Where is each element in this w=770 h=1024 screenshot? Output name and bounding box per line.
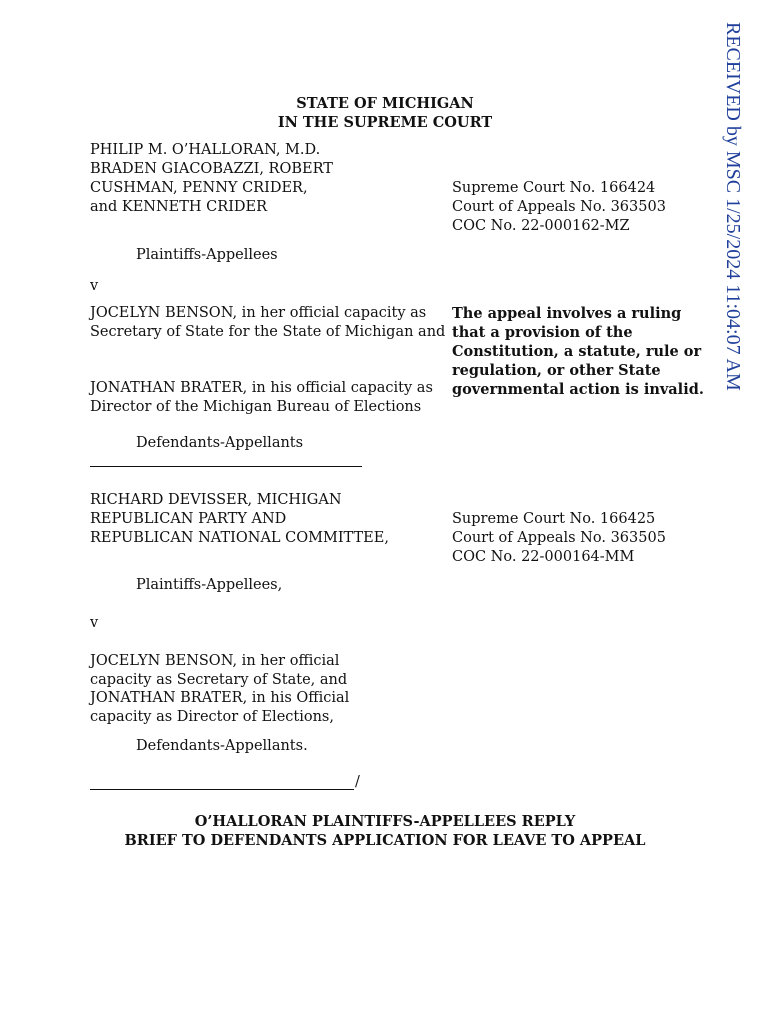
case1-separator-rule (90, 466, 362, 467)
case2-defendants-line-2: capacity as Secretary of State, and (90, 672, 348, 688)
case1-defendant1-line-2: Secretary of State for the State of Michigan and (90, 324, 446, 340)
case2-plaintiffs-role: Plaintiffs-Appellees, (136, 577, 283, 593)
case1-supreme-court-number: Supreme Court No. 166424 (452, 180, 656, 196)
case1-plaintiffs-line-2: BRADEN GIACOBAZZI, ROBERT (90, 161, 333, 177)
invalid-ruling-notice-line-1: The appeal involves a ruling (452, 305, 682, 322)
case1-defendant1-line-1: JOCELYN BENSON, in her official capacity as (90, 305, 427, 321)
received-stamp-text: RECEIVED by MSC 1/25/2024 11:04:07 AM (722, 22, 744, 391)
case2-court-of-appeals-number: Court of Appeals No. 363505 (452, 530, 666, 546)
case1-plaintiffs-role: Plaintiffs-Appellees (136, 247, 278, 263)
case1-defendants-role: Defendants-Appellants (136, 435, 304, 451)
case1-coc-number: COC No. 22-000162-MZ (452, 218, 630, 234)
court-state-heading: STATE OF MICHIGAN (296, 95, 474, 112)
invalid-ruling-notice-line-4: regulation, or other State (452, 362, 661, 379)
case2-plaintiffs-line-1: RICHARD DEVISSER, MICHIGAN (90, 492, 342, 508)
case1-plaintiffs-line-3: CUSHMAN, PENNY CRIDER, (90, 180, 308, 196)
case2-defendants-role: Defendants-Appellants. (136, 738, 308, 754)
invalid-ruling-notice-line-5: governmental action is invalid. (452, 381, 704, 398)
case2-plaintiffs-line-2: REPUBLICAN PARTY AND (90, 511, 287, 527)
invalid-ruling-notice-line-3: Constitution, a statute, rule or (452, 343, 702, 360)
case2-defendants-line-4: capacity as Director of Elections, (90, 709, 334, 725)
case1-defendant2-line-1: JONATHAN BRATER, in his official capacity as (90, 380, 433, 396)
case2-defendants-line-1: JOCELYN BENSON, in her official (90, 653, 340, 669)
case2-supreme-court-number: Supreme Court No. 166425 (452, 511, 656, 527)
case1-court-of-appeals-number: Court of Appeals No. 363503 (452, 199, 666, 215)
case2-versus: v (90, 615, 99, 631)
case2-defendants-line-3: JONATHAN BRATER, in his Official (90, 690, 350, 706)
received-stamp (721, 22, 745, 412)
case1-defendant2-line-2: Director of the Michigan Bureau of Elections (90, 399, 422, 415)
case2-separator-rule (90, 789, 354, 790)
court-name-heading: IN THE SUPREME COURT (277, 114, 493, 131)
case2-coc-number: COC No. 22-000164-MM (452, 549, 635, 565)
case2-separator-slash: / (355, 774, 360, 790)
case2-plaintiffs-line-3: REPUBLICAN NATIONAL COMMITTEE, (90, 530, 389, 546)
invalid-ruling-notice-line-2: that a provision of the (452, 324, 633, 341)
case1-plaintiffs-line-4: and KENNETH CRIDER (90, 199, 268, 215)
brief-title-line-2: BRIEF TO DEFENDANTS APPLICATION FOR LEAVE TO APPEAL (124, 832, 646, 849)
case1-versus: v (90, 278, 99, 294)
case1-plaintiffs-line-1: PHILIP M. O’HALLORAN, M.D. (90, 142, 321, 158)
brief-title-line-1: O’HALLORAN PLAINTIFFS-APPELLEES REPLY (194, 813, 576, 830)
